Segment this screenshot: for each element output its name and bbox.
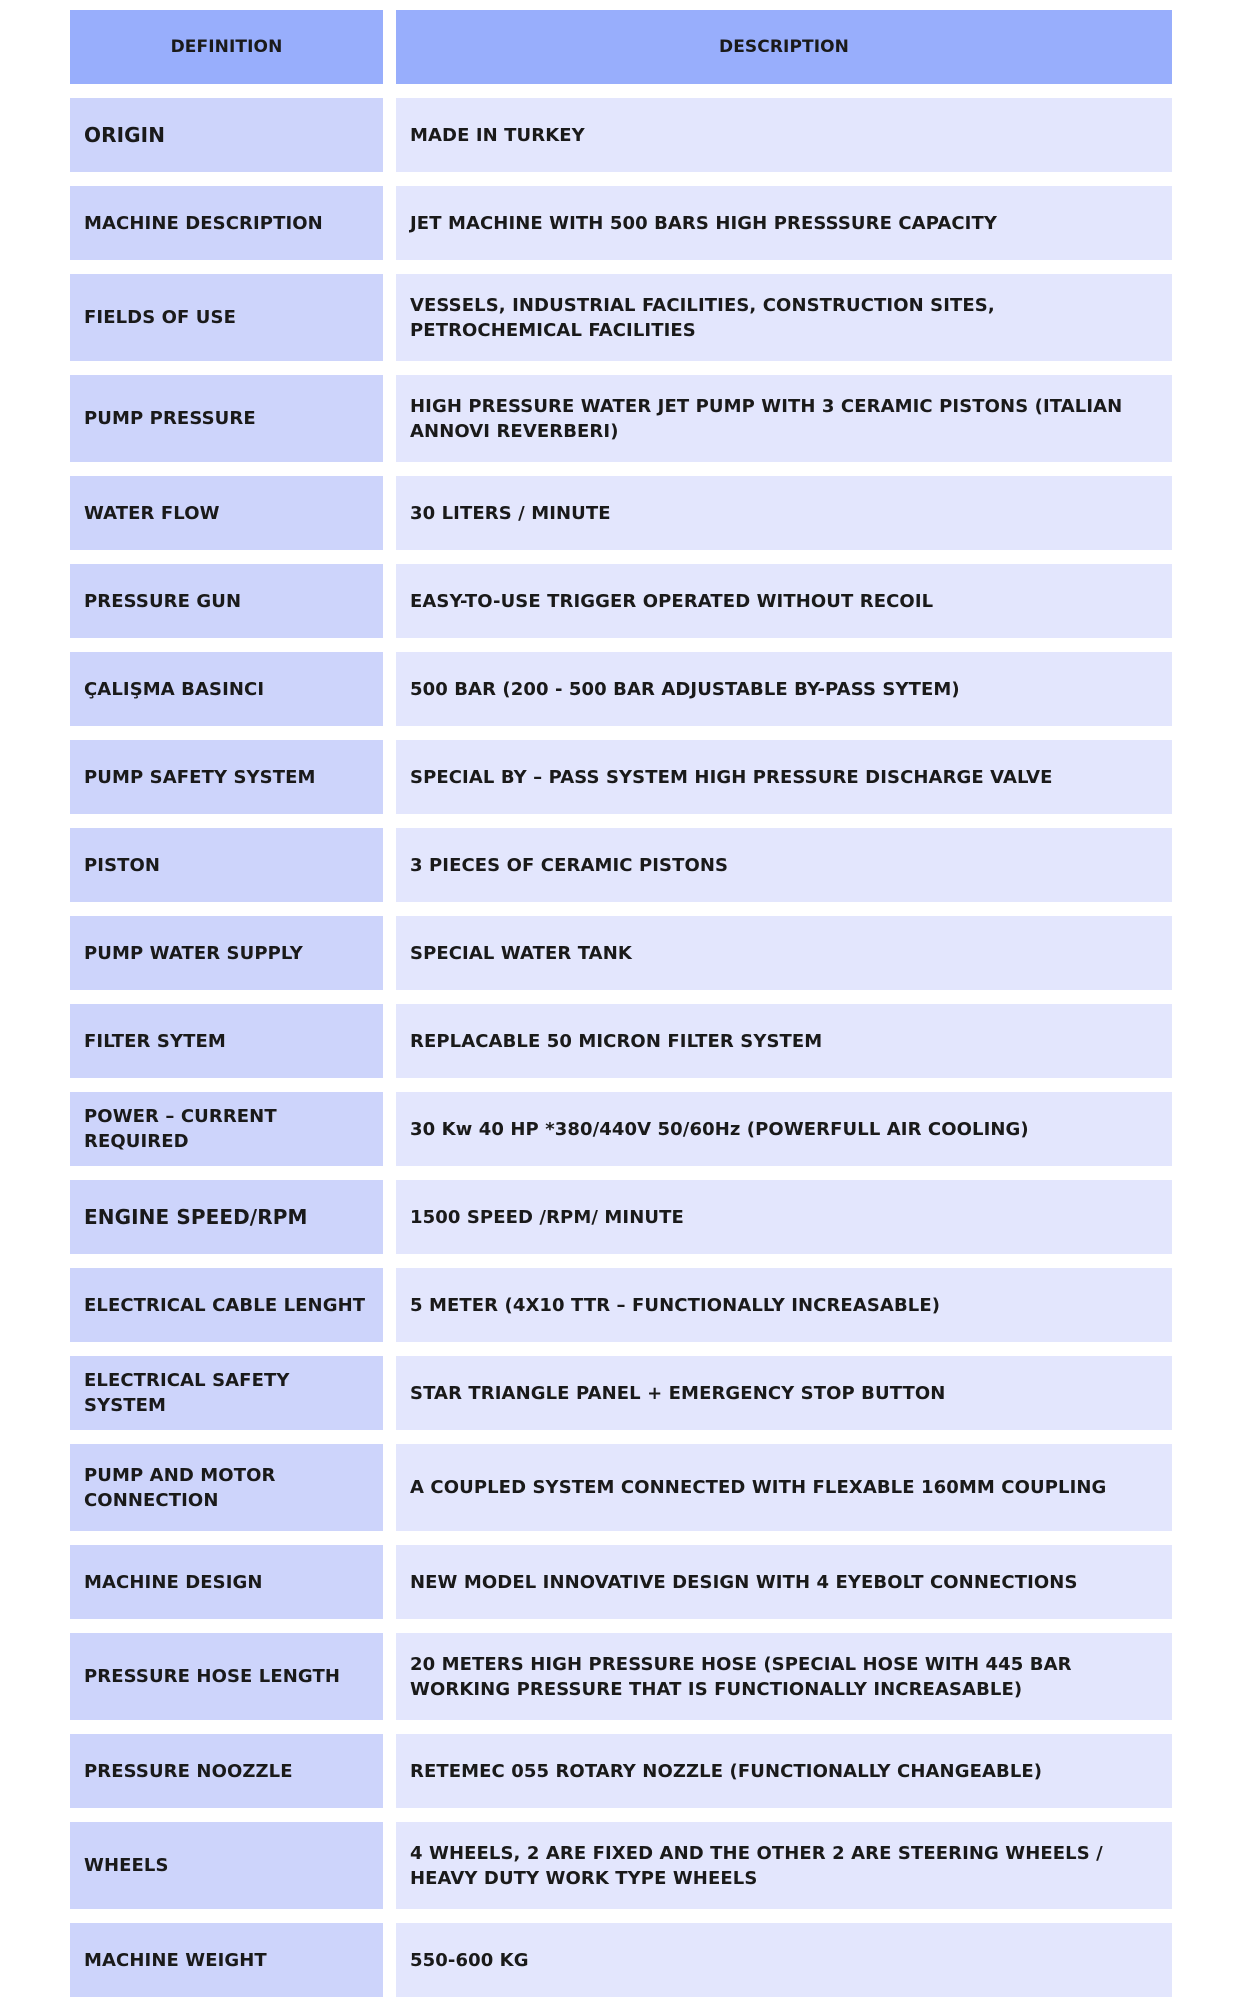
- row-description: SPECIAL WATER TANK: [396, 916, 1172, 990]
- row-definition: PRESSURE HOSE LENGTH: [70, 1633, 383, 1720]
- table-row: [70, 476, 1172, 550]
- row-definition: FIELDS OF USE: [70, 274, 383, 361]
- table-row: [70, 652, 1172, 726]
- row-definition: PRESSURE GUN: [70, 564, 383, 638]
- table-row: [70, 1092, 1172, 1166]
- row-description: MADE IN TURKEY: [396, 98, 1172, 172]
- row-description: 30 Kw 40 HP *380/440V 50/60Hz (POWERFULL AIR COOLING): [396, 1092, 1172, 1166]
- row-definition: PRESSURE NOOZZLE: [70, 1734, 383, 1808]
- row-definition: PUMP SAFETY SYSTEM: [70, 740, 383, 814]
- table-row: [70, 564, 1172, 638]
- table-row: [70, 1356, 1172, 1430]
- row-description: SPECIAL BY – PASS SYSTEM HIGH PRESSURE DISCHARGE VALVE: [396, 740, 1172, 814]
- row-description: 500 BAR (200 - 500 BAR ADJUSTABLE BY-PASS SYTEM): [396, 652, 1172, 726]
- row-definition: ÇALIŞMA BASINCI: [70, 652, 383, 726]
- row-description: RETEMEC 055 ROTARY NOZZLE (FUNCTIONALLY CHANGEABLE): [396, 1734, 1172, 1808]
- table-row: [70, 1444, 1172, 1531]
- row-description: JET MACHINE WITH 500 BARS HIGH PRESSSURE CAPACITY: [396, 186, 1172, 260]
- table-row: [70, 186, 1172, 260]
- table-row: [70, 1004, 1172, 1078]
- row-definition: PUMP AND MOTOR CONNECTION: [70, 1444, 383, 1531]
- table-row: [70, 740, 1172, 814]
- row-definition: PUMP WATER SUPPLY: [70, 916, 383, 990]
- spec-table: [70, 10, 1172, 2011]
- row-description: 3 PIECES OF CERAMIC PISTONS: [396, 828, 1172, 902]
- table-row: [70, 1180, 1172, 1254]
- table-row: [70, 1633, 1172, 1720]
- row-description: 20 METERS HIGH PRESSURE HOSE (SPECIAL HOSE WITH 445 BAR WORKING PRESSURE THAT IS FUNCTIONALLY INCREASABLE): [396, 1633, 1172, 1720]
- row-description: NEW MODEL INNOVATIVE DESIGN WITH 4 EYEBOLT CONNECTIONS: [396, 1545, 1172, 1619]
- header-definition: DEFINITION: [70, 10, 383, 84]
- row-definition: MACHINE DESCRIPTION: [70, 186, 383, 260]
- table-row: [70, 828, 1172, 902]
- row-definition: MACHINE WEIGHT: [70, 1923, 383, 1997]
- row-description: 550-600 KG: [396, 1923, 1172, 1997]
- table-row: [70, 1734, 1172, 1808]
- row-definition: WATER FLOW: [70, 476, 383, 550]
- table-row: [70, 1822, 1172, 1909]
- row-description: STAR TRIANGLE PANEL + EMERGENCY STOP BUTTON: [396, 1356, 1172, 1430]
- row-description: A COUPLED SYSTEM CONNECTED WITH FLEXABLE 160MM COUPLING: [396, 1444, 1172, 1531]
- row-definition: ORIGIN: [70, 98, 383, 172]
- row-description: HIGH PRESSURE WATER JET PUMP WITH 3 CERAMIC PISTONS (ITALIAN ANNOVI REVERBERI): [396, 375, 1172, 462]
- row-definition: WHEELS: [70, 1822, 383, 1909]
- table-header: [70, 10, 1172, 84]
- row-definition: PISTON: [70, 828, 383, 902]
- table-row: [70, 1923, 1172, 1997]
- row-description: VESSELS, INDUSTRIAL FACILITIES, CONSTRUCTION SITES, PETROCHEMICAL FACILITIES: [396, 274, 1172, 361]
- row-definition: MACHINE DESIGN: [70, 1545, 383, 1619]
- row-definition: POWER – CURRENT REQUIRED: [70, 1092, 383, 1166]
- header-description: DESCRIPTION: [396, 10, 1172, 84]
- row-description: 30 LITERS / MINUTE: [396, 476, 1172, 550]
- row-description: 4 WHEELS, 2 ARE FIXED AND THE OTHER 2 ARE STEERING WHEELS / HEAVY DUTY WORK TYPE WHEELS: [396, 1822, 1172, 1909]
- row-definition: PUMP PRESSURE: [70, 375, 383, 462]
- table-row: [70, 916, 1172, 990]
- row-description: EASY-TO-USE TRIGGER OPERATED WITHOUT RECOIL: [396, 564, 1172, 638]
- row-description: REPLACABLE 50 MICRON FILTER SYSTEM: [396, 1004, 1172, 1078]
- row-definition: ELECTRICAL CABLE LENGHT: [70, 1268, 383, 1342]
- row-definition: ENGINE SPEED/RPM: [70, 1180, 383, 1254]
- row-definition: FILTER SYTEM: [70, 1004, 383, 1078]
- table-row: [70, 1268, 1172, 1342]
- table-row: [70, 274, 1172, 361]
- row-definition: ELECTRICAL SAFETY SYSTEM: [70, 1356, 383, 1430]
- table-row: [70, 98, 1172, 172]
- row-description: 5 METER (4X10 TTR – FUNCTIONALLY INCREASABLE): [396, 1268, 1172, 1342]
- table-row: [70, 1545, 1172, 1619]
- row-description: 1500 SPEED /RPM/ MINUTE: [396, 1180, 1172, 1254]
- table-row: [70, 375, 1172, 462]
